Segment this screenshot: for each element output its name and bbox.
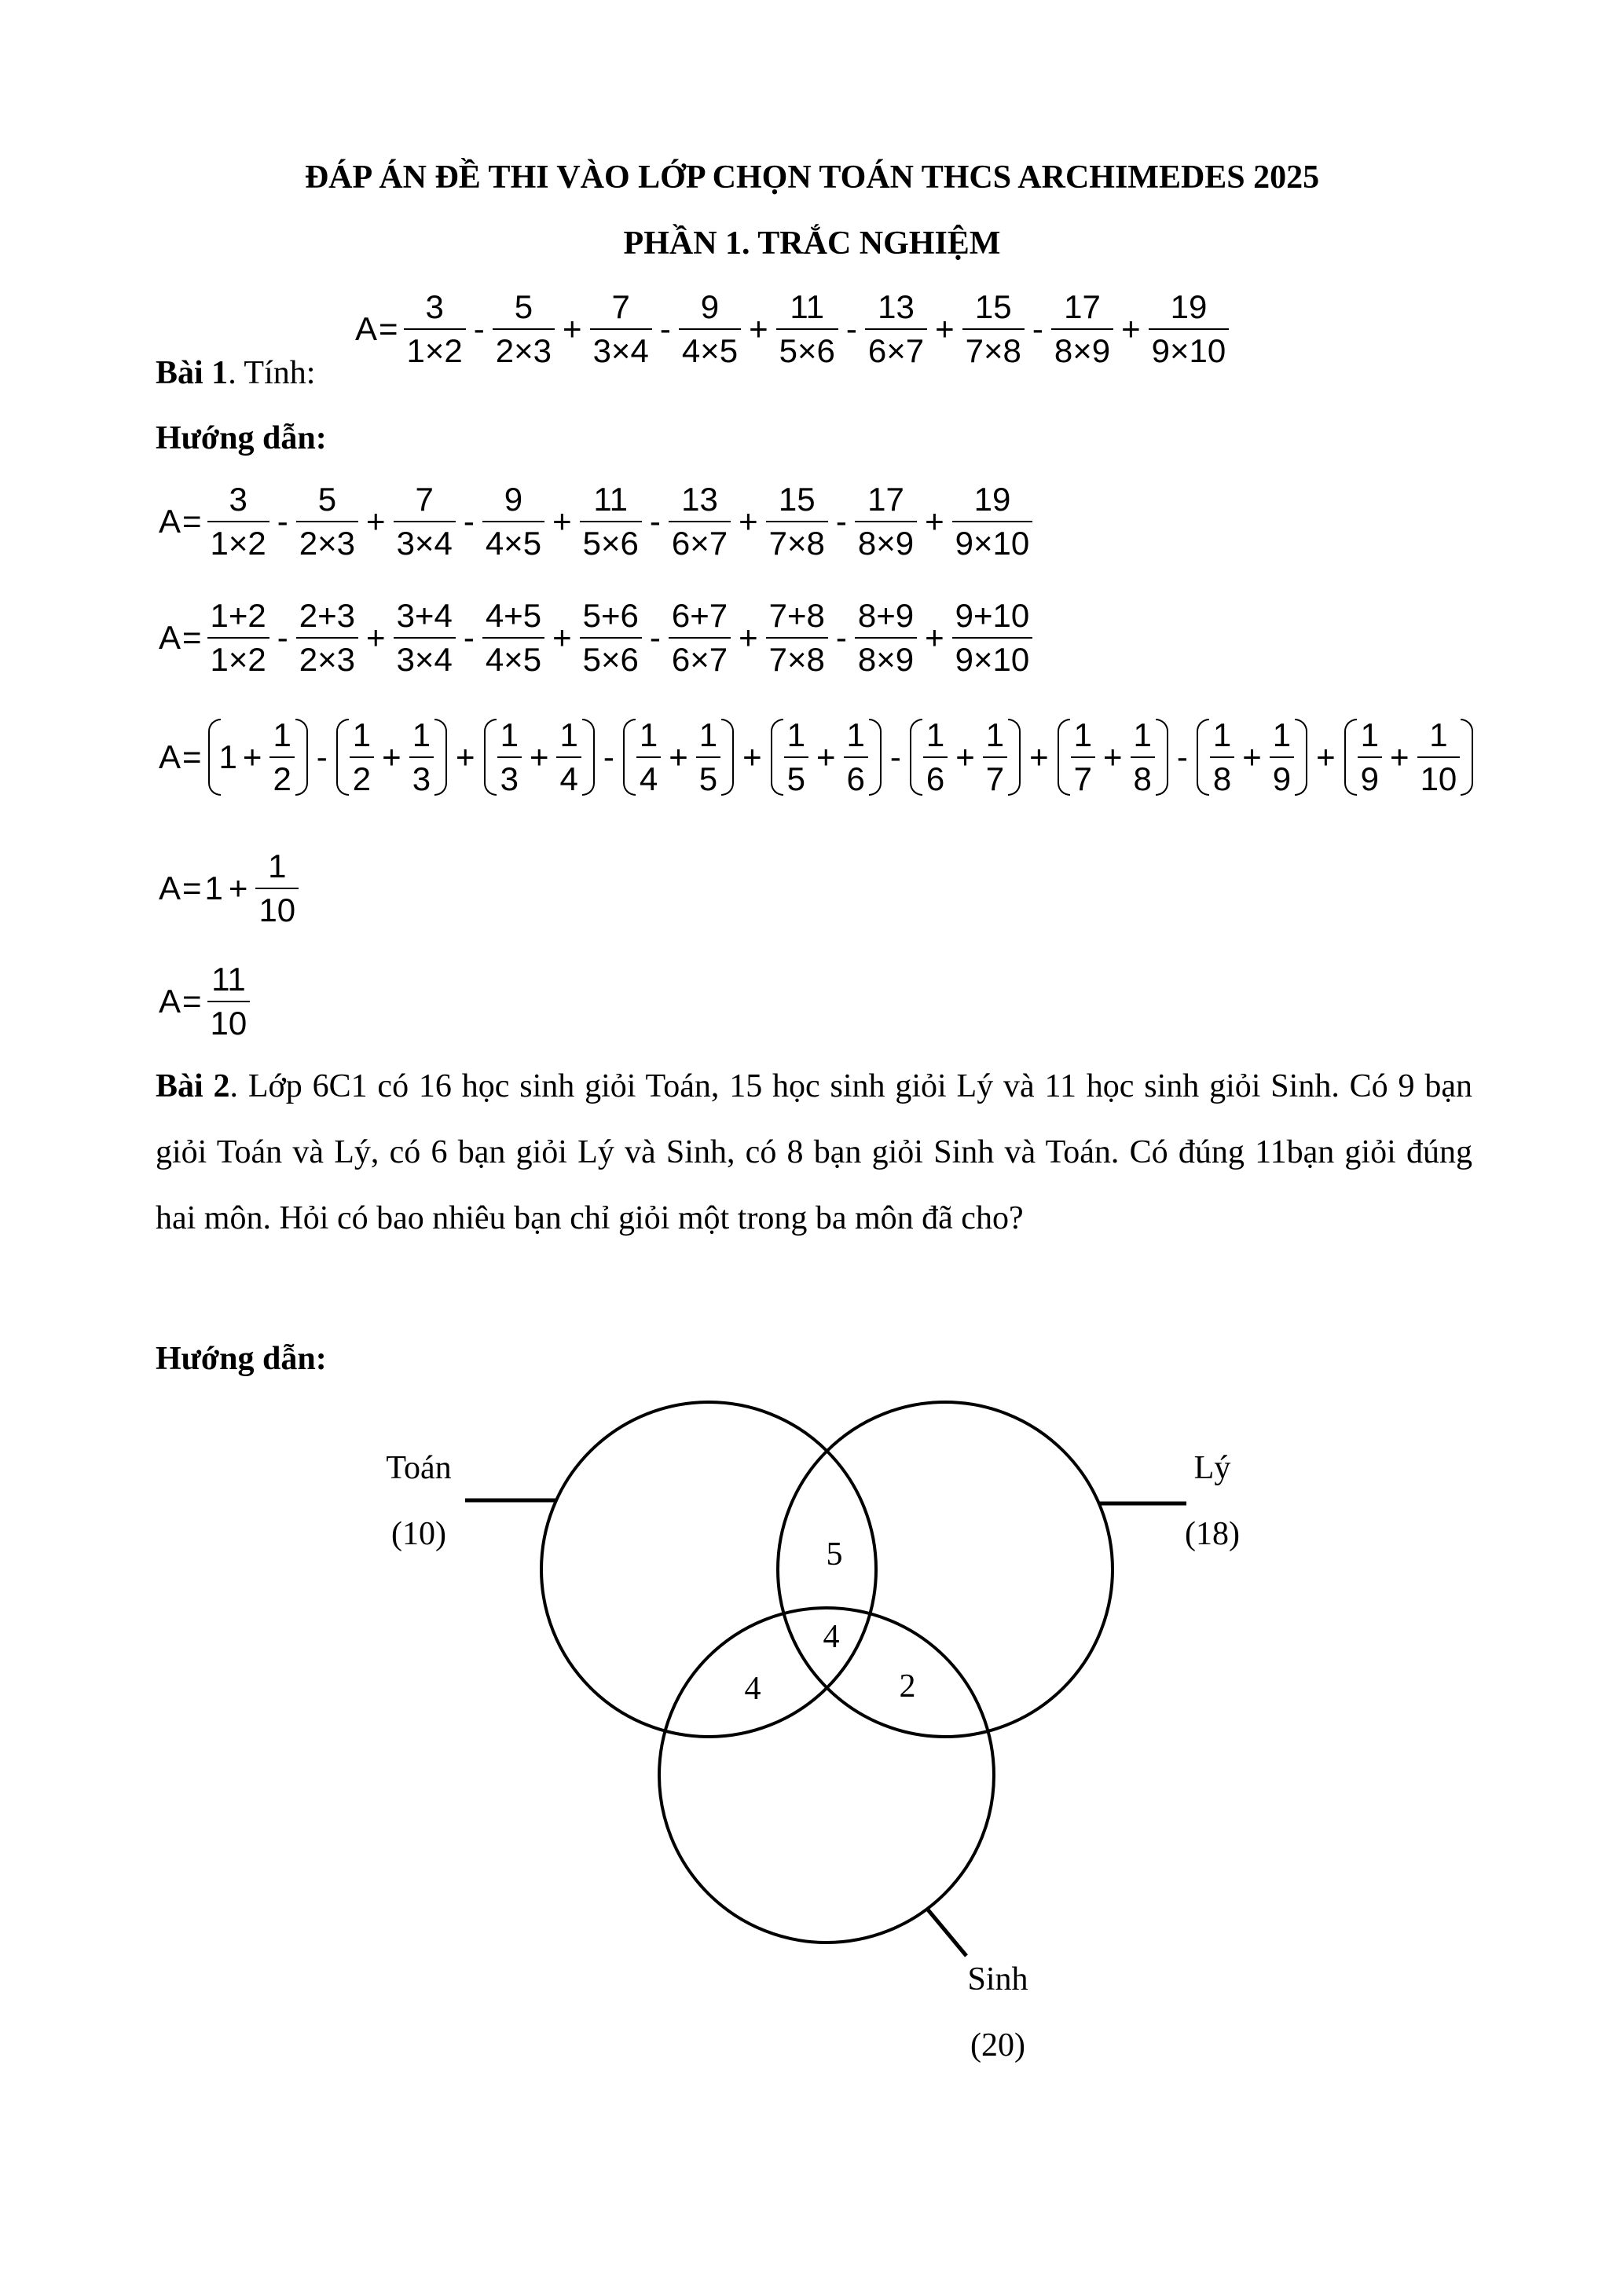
plus-sign: +: [955, 738, 975, 775]
fraction-numerator: 19: [973, 481, 1011, 518]
fraction-numerator: 1: [1073, 716, 1092, 753]
fraction-denominator: 2: [269, 756, 294, 796]
result-fraction-numerator: 11: [211, 961, 246, 998]
operator: -: [835, 503, 847, 540]
operator: -: [649, 503, 661, 540]
sinh-set-name: Sinh: [967, 1961, 1028, 1998]
operator: -: [845, 310, 857, 347]
equals-sign: =: [182, 870, 202, 906]
equals-sign: =: [182, 619, 202, 656]
fraction-numerator: 15: [778, 481, 816, 518]
operator: +: [1121, 310, 1141, 347]
sinh-leader-line: [927, 1909, 966, 1956]
fraction-denominator: 5: [784, 756, 808, 796]
fraction-denominator: 8×9: [855, 637, 917, 676]
equals-sign: =: [182, 738, 202, 775]
fraction-denominator: 1×2: [207, 521, 269, 560]
bai1-label-rest: . Tính:: [228, 355, 316, 391]
result-fraction-denominator: 10: [207, 1001, 251, 1040]
fraction-denominator: 5: [696, 756, 720, 796]
fraction-numerator: 1: [1212, 716, 1232, 753]
sinh-set-count: (20): [970, 2027, 1025, 2063]
operator: +: [749, 310, 768, 347]
operator: -: [473, 310, 485, 347]
whole-number: 1: [204, 870, 223, 906]
fraction-denominator: 3×4: [590, 328, 652, 368]
plus-sign: +: [242, 738, 262, 775]
ly-set-name: Lý: [1193, 1450, 1231, 1486]
operator: -: [277, 619, 288, 656]
fraction-numerator: 1: [1429, 716, 1448, 753]
section-heading: PHẦN 1. TRẮC NGHIỆM: [623, 225, 1001, 262]
fraction-denominator: 3: [497, 756, 522, 796]
fraction-denominator: 5×6: [580, 637, 642, 676]
fraction-denominator: 6×7: [865, 328, 927, 368]
operator: -: [603, 738, 614, 775]
fraction-denominator: 9×10: [952, 637, 1033, 676]
document-title: ĐÁP ÁN ĐỀ THI VÀO LỚP CHỌN TOÁN THCS ARCHIMEDES 2025: [304, 159, 1320, 196]
fraction-denominator: 4×5: [482, 637, 544, 676]
fraction-numerator: 7: [611, 288, 630, 325]
bai1-guide-bold: Hướng dẫn:: [156, 420, 327, 456]
fraction-denominator: 8: [1210, 756, 1234, 796]
fraction-numerator: 11: [593, 481, 629, 518]
fraction-numerator: 11: [790, 288, 825, 325]
fraction-denominator: 6×7: [669, 637, 731, 676]
fraction-numerator: 1: [500, 716, 519, 753]
fraction-numerator: 7+8: [768, 597, 825, 634]
operator: +: [1029, 738, 1049, 775]
fraction-denominator: 6: [844, 756, 868, 796]
fraction-numerator: 1: [846, 716, 865, 753]
operator: -: [889, 738, 901, 775]
fraction-denominator: 2: [350, 756, 374, 796]
plus-sign: +: [529, 738, 549, 775]
toan-set-count: (10): [391, 1516, 446, 1552]
fraction-numerator: 9: [700, 288, 720, 325]
fraction-denominator: 1×2: [404, 328, 466, 368]
operator: -: [1032, 310, 1043, 347]
region-center-value: 4: [823, 1619, 840, 1655]
venn-circle-sinh: [659, 1608, 994, 1943]
fraction-numerator: 5+6: [582, 597, 639, 634]
fraction-denominator: 8×9: [855, 521, 917, 560]
fraction-denominator: 5×6: [580, 521, 642, 560]
operator: -: [463, 619, 475, 656]
operator: +: [935, 310, 955, 347]
operator: -: [277, 503, 288, 540]
fraction-denominator: 7: [983, 756, 1007, 796]
operator: -: [835, 619, 847, 656]
variable-a: A: [159, 983, 181, 1020]
region-toan-ly-value: 5: [826, 1536, 843, 1573]
equals-sign: =: [182, 983, 202, 1020]
operator: +: [552, 619, 572, 656]
fraction-numerator: 17: [1064, 288, 1101, 325]
operator: +: [456, 738, 475, 775]
fraction-numerator: 7: [415, 481, 434, 518]
fraction-denominator: 8: [1131, 756, 1155, 796]
bai1-label-bold: Bài 1: [156, 355, 229, 391]
region-ly-sinh-value: 2: [899, 1668, 916, 1705]
fraction-denominator: 4×5: [482, 521, 544, 560]
variable-a: A: [159, 503, 181, 540]
fraction-numerator: 1+2: [210, 597, 266, 634]
fraction-numerator: 1: [412, 716, 431, 753]
fraction-numerator: 13: [681, 481, 718, 518]
operator: -: [316, 738, 328, 775]
bai2-guide-bold: Hướng dẫn:: [156, 1341, 327, 1377]
fraction-denominator: 8×9: [1051, 328, 1113, 368]
operator: +: [925, 503, 944, 540]
plus-sign: +: [382, 738, 401, 775]
operator: +: [1316, 738, 1336, 775]
fraction-numerator: 1: [268, 848, 287, 884]
fraction-denominator: 1×2: [207, 637, 269, 676]
fraction-denominator: 4×5: [679, 328, 741, 368]
fraction-numerator: 1: [926, 716, 945, 753]
operator: -: [659, 310, 671, 347]
fraction-denominator: 4: [556, 756, 581, 796]
fraction-numerator: 3+4: [396, 597, 453, 634]
fraction-numerator: 15: [974, 288, 1012, 325]
whole-number: 1: [218, 738, 237, 775]
fraction-denominator: 9: [1358, 756, 1382, 796]
fraction-denominator: 3: [409, 756, 434, 796]
fraction-numerator: 1: [1272, 716, 1292, 753]
operator: +: [739, 503, 758, 540]
bai2-text: . Lớp 6C1 có 16 học sinh giỏi Toán, 15 học sinh giỏi Lý và 11 học sinh giỏi Sinh. Có 9 bạn giỏi Toán và Lý, có 6 bạn giỏi Lý và Sinh, có 8 bạn giỏi Sinh và Toán. Có đúng 11bạn giỏi đúng hai môn. Hỏi có bao nhiêu bạn chỉ giỏi một trong ba môn đã cho?: [156, 1068, 1473, 1236]
fraction-denominator: 2×3: [493, 328, 555, 368]
fraction-denominator: 7×8: [962, 328, 1025, 368]
fraction-numerator: 1: [1360, 716, 1380, 753]
fraction-numerator: 1: [559, 716, 578, 753]
fraction-numerator: 1: [698, 716, 718, 753]
fraction-denominator: 3×4: [394, 637, 456, 676]
fraction-numerator: 9: [504, 481, 523, 518]
fraction-denominator: 9: [1270, 756, 1294, 796]
fraction-numerator: 5: [514, 288, 533, 325]
fraction-denominator: 2×3: [296, 521, 358, 560]
fraction-numerator: 4+5: [485, 597, 542, 634]
fraction-numerator: 6+7: [671, 597, 728, 634]
operator: +: [739, 619, 758, 656]
operator: +: [925, 619, 944, 656]
operator: -: [1176, 738, 1188, 775]
fraction-denominator: 10: [1417, 756, 1461, 796]
operator: +: [742, 738, 762, 775]
plus-sign: +: [1103, 738, 1123, 775]
fraction-numerator: 1: [786, 716, 805, 753]
fraction-numerator: 3: [229, 481, 247, 518]
fraction-denominator: 6: [923, 756, 948, 796]
fraction-numerator: 1: [1133, 716, 1152, 753]
bai2-label-bold: Bài 2: [156, 1068, 230, 1104]
fraction-numerator: 9+10: [955, 597, 1030, 634]
variable-a: A: [355, 310, 378, 347]
fraction-denominator: 7×8: [766, 637, 828, 676]
plus-sign: +: [1242, 738, 1262, 775]
plus-sign: +: [228, 870, 248, 906]
fraction-numerator: 19: [1170, 288, 1208, 325]
fraction-numerator: 1: [639, 716, 658, 753]
fraction-denominator: 4: [636, 756, 661, 796]
fraction-numerator: 1: [273, 716, 291, 753]
operator: +: [552, 503, 572, 540]
fraction-numerator: 17: [867, 481, 904, 518]
variable-a: A: [159, 870, 181, 906]
ly-set-count: (18): [1185, 1516, 1240, 1552]
fraction-numerator: 3: [425, 288, 444, 325]
fraction-denominator: 2×3: [296, 637, 358, 676]
operator: +: [563, 310, 582, 347]
equals-sign: =: [182, 503, 202, 540]
fraction-denominator: 9×10: [952, 521, 1033, 560]
operator: -: [649, 619, 661, 656]
operator: -: [463, 503, 475, 540]
fraction-denominator: 7: [1071, 756, 1095, 796]
fraction-denominator: 5×6: [776, 328, 838, 368]
plus-sign: +: [816, 738, 836, 775]
operator: +: [366, 619, 386, 656]
fraction-numerator: 13: [878, 288, 915, 325]
variable-a: A: [159, 619, 181, 656]
fraction-denominator: 3×4: [394, 521, 456, 560]
fraction-denominator: 6×7: [669, 521, 731, 560]
plus-sign: +: [1390, 738, 1410, 775]
variable-a: A: [159, 738, 181, 775]
region-toan-sinh-value: 4: [744, 1671, 761, 1707]
fraction-denominator: 9×10: [1149, 328, 1230, 368]
fraction-numerator: 1: [352, 716, 372, 753]
equals-sign: =: [379, 310, 398, 347]
fraction-numerator: 8+9: [857, 597, 915, 634]
fraction-denominator: 10: [255, 888, 299, 927]
fraction-denominator: 7×8: [766, 521, 828, 560]
plus-sign: +: [669, 738, 688, 775]
fraction-numerator: 2+3: [299, 597, 356, 634]
operator: +: [366, 503, 386, 540]
fraction-numerator: 1: [985, 716, 1005, 753]
toan-set-name: Toán: [386, 1450, 452, 1486]
fraction-numerator: 5: [317, 481, 337, 518]
